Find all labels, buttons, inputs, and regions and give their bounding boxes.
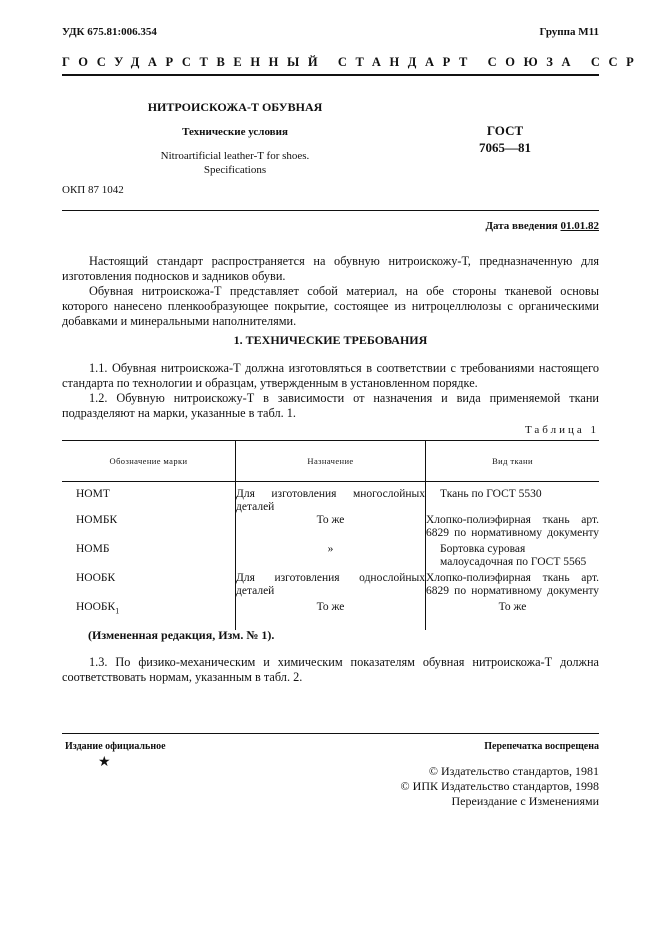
paragraph-1-3: 1.3. По физико-механическим и химическим показателям обувная нитроискожа-Т должна соответствовать нормам, указанным в табл. 2. xyxy=(62,655,599,684)
table-header-purpose: Назначение xyxy=(236,441,426,482)
group-code: Группа М11 xyxy=(539,26,599,38)
reissue-note: Переиздание с Изменениями xyxy=(451,794,599,808)
udk-code: УДК 675.81:006.354 xyxy=(62,26,157,38)
intro-date-value: 01.01.82 xyxy=(560,220,599,232)
table-cell-fabric: Бортовка суровая малоусадочная по ГОСТ 5565 xyxy=(426,543,600,572)
footer-divider xyxy=(62,733,599,734)
table-cell-mark: НОМБК xyxy=(76,514,118,526)
standard-line: ГОСУДАРСТВЕННЫЙ СТАНДАРТ СОЮЗА ССР xyxy=(62,55,643,69)
copyright-1: © Издательство стандартов, 1981 xyxy=(428,764,599,778)
paragraph-description: Обувная нитроискожа-Т представляет собой материал, на обе стороны тканевой основы которого нанесено пленкообразующее покрытие, состоящее из нитроцеллюлозы с органическими добавками и минеральными наполнителями. xyxy=(62,284,599,328)
reprint-notice: Перепечатка воспрещена xyxy=(484,741,599,752)
table-cell-purpose: То же xyxy=(236,601,426,630)
intro-date xyxy=(485,220,599,232)
section-title: 1. ТЕХНИЧЕСКИЕ ТРЕБОВАНИЯ xyxy=(233,333,428,347)
table-cell-purpose: Для изготовления однослойных деталей xyxy=(236,572,426,601)
table-header-mark: Обозначение марки xyxy=(62,441,236,482)
table-caption: Таблица 1 xyxy=(524,424,599,436)
table-cell-mark-text: НООБК xyxy=(76,601,116,613)
revision-note: (Измененная редакция, Изм. № 1). xyxy=(88,628,275,642)
table-row xyxy=(62,482,599,515)
copyright-2: © ИПК Издательство стандартов, 1998 xyxy=(400,779,599,793)
table-cell-purpose: » xyxy=(236,543,426,572)
document-title: НИТРОИСКОЖА-Т ОБУВНАЯ xyxy=(147,100,323,114)
header-divider xyxy=(62,74,599,76)
okp-code: ОКП 87 1042 xyxy=(62,184,124,196)
english-subtitle: Specifications xyxy=(203,164,267,176)
paragraph-1-1: 1.1. Обувная нитроискожа-Т должна изготовляться в соответствии с требованиями настоящего стандарта по технологии и образцам, утвержденным в установленном порядке. xyxy=(62,361,599,390)
table-cell-fabric: То же xyxy=(426,601,600,630)
gost-label: ГОСТ xyxy=(486,123,524,138)
document-subtitle: Технические условия xyxy=(182,126,288,138)
paragraph-1-2: 1.2. Обувную нитроискожу-Т в зависимости от назначения и вида применяемой ткани подразделяют на марки, указанные в табл. 1. xyxy=(62,391,599,420)
official-edition: Издание официальное xyxy=(65,741,166,752)
table-row xyxy=(62,514,599,543)
english-title: Nitroartificial leather-T for shoes. xyxy=(160,150,310,162)
paragraph-scope: Настоящий стандарт распространяется на обувную нитроискожу-Т, предназначенную для изготовления подносков и задников обуви. xyxy=(62,254,599,283)
gost-number: 7065—81 xyxy=(479,140,531,155)
table-cell-purpose: Для изготовления многослойных деталей xyxy=(236,482,426,515)
marks-table xyxy=(62,440,599,630)
table-cell-purpose: То же xyxy=(236,514,426,543)
title-divider xyxy=(62,210,599,211)
table-row xyxy=(62,572,599,601)
table-cell-mark xyxy=(62,601,236,630)
table-row xyxy=(62,543,599,572)
table-row xyxy=(62,601,599,630)
table-cell-mark: НООБК xyxy=(76,572,116,584)
table-cell-mark: НОМТ xyxy=(76,488,110,500)
table-cell-fabric: Хлопко-полиэфирная ткань арт. 6829 по нормативному документу xyxy=(426,572,600,601)
table-cell-mark: НОМБ xyxy=(76,543,110,555)
star-icon: ★ xyxy=(98,755,111,770)
table-cell-fabric: Хлопко-полиэфирная ткань арт. 6829 по нормативному документу xyxy=(426,514,600,543)
intro-date-label: Дата введения xyxy=(485,220,558,232)
table-cell-mark-subscript: 1 xyxy=(115,606,120,616)
table-header-fabric: Вид ткани xyxy=(426,441,600,482)
table-cell-fabric: Ткань по ГОСТ 5530 xyxy=(426,482,600,515)
